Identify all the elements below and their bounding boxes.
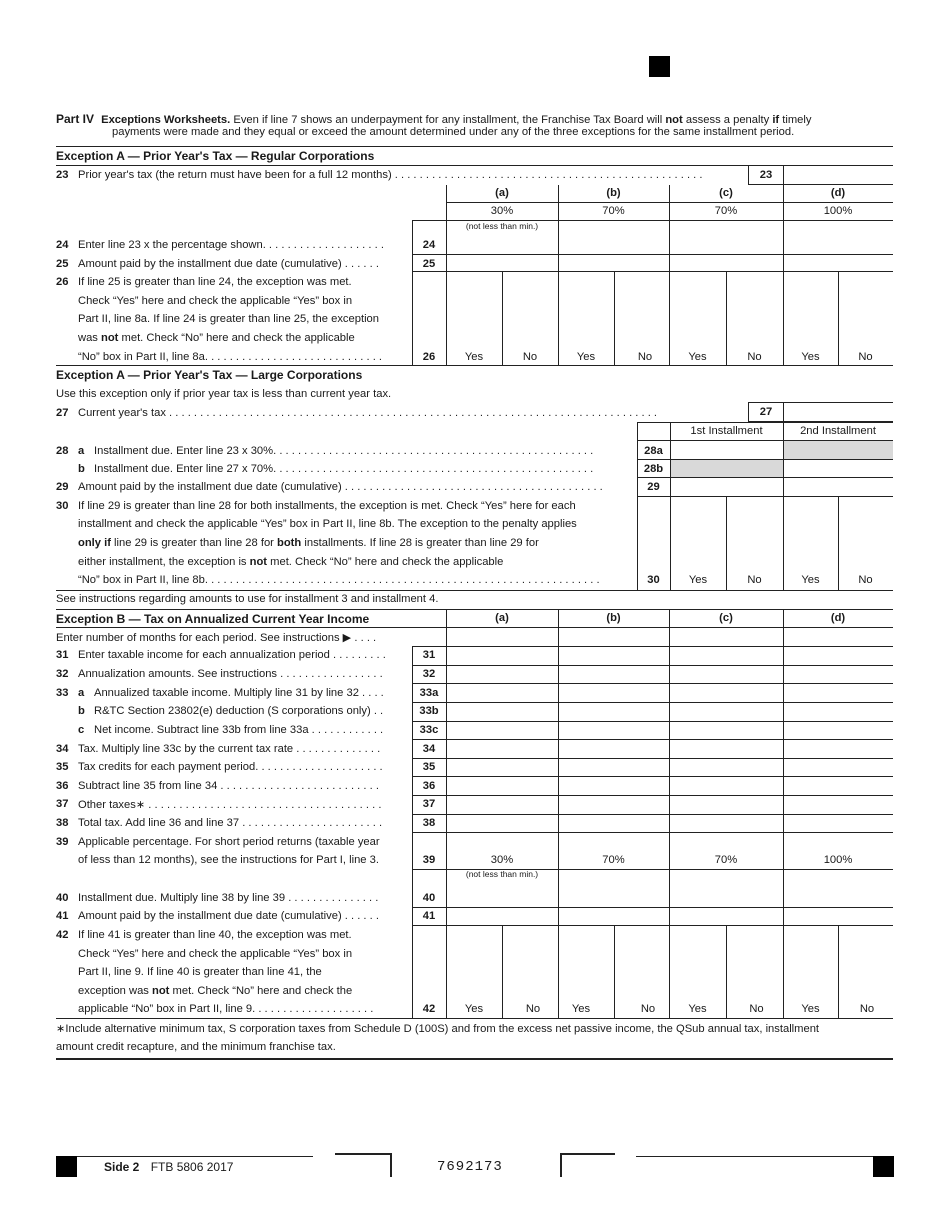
line-38-box: 38 xyxy=(422,817,436,829)
line-30-t4b: not xyxy=(249,556,268,568)
installment-3-4-note: See instructions regarding amounts to use for installment 3 and installment 4. xyxy=(56,593,439,605)
line-27-text: Current year's tax . . . . . . . . . . . . . . . . . . . . . . . . . . . . . . . . . . . . . . . . . . . . . . . . . . . . . . . . . . . . . . . . . . . . . . . . . . . . . . . xyxy=(78,407,658,419)
line-30-t3d: installments. If line 28 is greater than line 29 for xyxy=(301,537,539,549)
divider xyxy=(412,665,893,666)
corner-mark-right xyxy=(560,1153,615,1177)
line-30-t3c: both xyxy=(277,537,302,549)
line-35-number: 35 xyxy=(56,761,69,773)
divider xyxy=(558,609,559,1018)
line-28a-text: Installment due. Enter line 23 x 30%. . . . . . . . . . . . . . . . . . . . . . . . . . . . . . . . . . . . . . . . . . . . . . . . . . . . xyxy=(94,445,594,457)
line-37-box: 37 xyxy=(422,798,436,810)
line-26-b-no[interactable]: No xyxy=(637,351,653,363)
line-26-b-yes[interactable]: Yes xyxy=(576,351,596,363)
registration-mark-top xyxy=(649,56,670,77)
line-39-text-1: Applicable percentage. For short period returns (taxable year xyxy=(78,836,380,848)
line-42-text-4 xyxy=(78,985,352,997)
installment-2-head: 2nd Installment xyxy=(800,425,876,437)
line-33-number: 33 xyxy=(56,687,69,699)
shade-28a-2 xyxy=(784,441,893,459)
line-34-number: 34 xyxy=(56,743,69,755)
line-30-text-1: If line 29 is greater than line 28 for both installments, the exception is met. Check “Yes” here for each xyxy=(78,500,576,512)
line-28b-text: Installment due. Enter line 27 x 70%. . . . . . . . . . . . . . . . . . . . . . . . . . . . . . . . . . . . . . . . . . . . . . . . . . . . xyxy=(94,463,594,475)
line-30-text-4 xyxy=(78,556,503,568)
col-c-pct: 70% xyxy=(714,205,738,217)
line-25-number: 25 xyxy=(56,258,69,270)
line-41-number: 41 xyxy=(56,910,69,922)
line-34-text: Tax. Multiply line 33c by the current tax rate . . . . . . . . . . . . . . xyxy=(78,743,381,755)
divider xyxy=(412,220,893,221)
part-iv-heading xyxy=(56,112,811,126)
line-26-a-no[interactable]: No xyxy=(522,351,538,363)
line-36-text: Subtract line 35 from line 34 . . . . . . . . . . . . . . . . . . . . . . . . . . xyxy=(78,780,379,792)
divider xyxy=(412,907,893,908)
col-a-head: (a) xyxy=(495,187,509,199)
part-iv-intro-not: not xyxy=(665,114,683,126)
line-30-t3a: only if xyxy=(78,537,111,549)
registration-mark-bottom-right xyxy=(873,1156,894,1177)
line-37-text: Other taxes∗ . . . . . . . . . . . . . . . . . . . . . . . . . . . . . . . . . . . . . . xyxy=(78,799,382,811)
line-35-box: 35 xyxy=(422,761,436,773)
line-33c-box: 33c xyxy=(419,724,439,736)
line-35-text: Tax credits for each payment period. . . . . . . . . . . . . . . . . . . . . xyxy=(78,761,383,773)
line-23-text: Prior year's tax (the return must have been for a full 12 months) . . . . . . . . . . . . . . . . . . . . . . . . . . . . . . . . . . . . . . . . . . . . . . . . . . xyxy=(78,169,703,181)
line-39-box: 39 xyxy=(422,854,436,866)
line-42-text-5: applicable “No” box in Part II, line 9. . . . . . . . . . . . . . . . . . . . xyxy=(78,1003,374,1015)
line-30-number: 30 xyxy=(56,500,69,512)
b-col-c-head: (c) xyxy=(719,612,733,624)
col-a-pct: 30% xyxy=(490,205,514,217)
line-23-box: 23 xyxy=(748,165,784,185)
line-26-a-yes[interactable]: Yes xyxy=(464,351,484,363)
line-33c-sub: c xyxy=(78,724,85,736)
line-36-box: 36 xyxy=(422,780,436,792)
divider xyxy=(56,590,893,591)
line-26-t4a: was xyxy=(78,332,102,344)
line-42-b-no[interactable]: No xyxy=(640,1003,656,1015)
line-33c-text: Net income. Subtract line 33b from line 33a . . . . . . . . . . . . xyxy=(94,724,384,736)
divider xyxy=(412,683,893,684)
line-26-number: 26 xyxy=(56,276,69,288)
line-33b-box: 33b xyxy=(419,705,439,717)
line-42-c-yes[interactable]: Yes xyxy=(688,1003,707,1015)
installment-1-head: 1st Installment xyxy=(690,425,763,437)
shade-28b-1 xyxy=(670,459,783,477)
exception-a-large-title: Exception A — Prior Year's Tax — Large Corporations xyxy=(56,368,363,382)
divider xyxy=(412,776,893,777)
divider xyxy=(412,832,893,833)
divider xyxy=(558,185,559,365)
line-33a-box: 33a xyxy=(419,687,439,699)
line-42-text-1: If line 41 is greater than line 40, the exception was met. xyxy=(78,929,352,941)
line-30-t3b: line 29 is greater than line 28 for xyxy=(110,537,278,549)
line-26-c-yes[interactable]: Yes xyxy=(688,351,707,363)
line-30-2-yes[interactable]: Yes xyxy=(801,574,820,586)
b-col-a-head: (a) xyxy=(495,612,509,624)
line-42-text-3: Part II, line 9. If line 40 is greater than line 41, the xyxy=(78,966,322,978)
line-27-number: 27 xyxy=(56,407,69,419)
divider xyxy=(56,146,893,147)
line-26-text-2: Check “Yes” here and check the applicable “Yes” box in xyxy=(78,295,353,307)
divider xyxy=(412,646,893,647)
line-26-text-3: Part II, line 8a. If line 24 is greater than line 25, the exception xyxy=(78,313,380,325)
divider xyxy=(783,185,784,365)
line-38-text: Total tax. Add line 36 and line 37 . . . . . . . . . . . . . . . . . . . . . . . xyxy=(78,817,383,829)
divider xyxy=(412,271,893,272)
line-25-text: Amount paid by the installment due date (cumulative) . . . . . . xyxy=(78,258,379,270)
part-iv-intro-a: Even if line 7 shows an underpayment for any installment, the Franchise Tax Board will xyxy=(233,114,666,126)
line-39-text-2: of less than 12 months), see the instructions for Part I, line 3. xyxy=(78,854,379,866)
line-24-box: 24 xyxy=(422,239,436,251)
part-iv-label: Part IV xyxy=(56,112,95,126)
footer-form: FTB 5806 2017 xyxy=(150,1160,234,1174)
line-38-number: 38 xyxy=(56,817,69,829)
line-42-box: 42 xyxy=(422,1003,436,1015)
line-42-a-no[interactable]: No xyxy=(525,1003,541,1015)
line-42-t4c: met. Check “No” here and check the xyxy=(169,985,353,997)
line-26-t4b: not xyxy=(101,332,119,344)
col-b-head: (b) xyxy=(606,187,621,199)
line-40-number: 40 xyxy=(56,892,69,904)
line-26-text-1: If line 25 is greater than line 24, the exception was met. xyxy=(78,276,352,288)
col-d-head: (d) xyxy=(830,187,846,199)
part-iv-intro-line2: payments were made and they equal or exceed the amount determined under any of the three exceptions for the same installment period. xyxy=(112,126,795,138)
part-iv-intro-if: if xyxy=(772,114,780,126)
line-29-number: 29 xyxy=(56,481,69,493)
footer-form-id xyxy=(104,1160,233,1174)
line-42-text-2: Check “Yes” here and check the applicable “Yes” box in xyxy=(78,948,353,960)
col-d-pct: 100% xyxy=(823,205,853,217)
col-b-pct: 70% xyxy=(602,205,625,217)
col-c-head: (c) xyxy=(719,187,733,199)
divider xyxy=(412,254,893,255)
exception-a-large-note: Use this exception only if prior year tax is less than current year tax. xyxy=(56,388,392,400)
line-42-d-yes[interactable]: Yes xyxy=(801,1003,820,1015)
divider xyxy=(670,422,671,590)
col-a-min-note: (not less than min.) xyxy=(465,221,539,231)
line-42-c-no[interactable]: No xyxy=(749,1003,764,1015)
line-26-d-no[interactable]: No xyxy=(858,351,873,363)
divider xyxy=(56,609,893,610)
line-28-number: 28 xyxy=(56,445,69,457)
line-31-number: 31 xyxy=(56,649,69,661)
line-42-t4a: exception was xyxy=(78,985,153,997)
divider xyxy=(637,459,893,460)
line-37-number: 37 xyxy=(56,798,69,810)
line-23-input[interactable] xyxy=(784,165,893,185)
divider xyxy=(56,365,893,366)
divider xyxy=(446,185,447,365)
line-39-a-pct: 30% xyxy=(490,854,514,866)
divider xyxy=(77,1156,313,1157)
line-42-a-yes[interactable]: Yes xyxy=(464,1003,484,1015)
line-42-b-yes[interactable]: Yes xyxy=(571,1003,591,1015)
line-39-min-note: (not less than min.) xyxy=(465,869,539,879)
line-25-box: 25 xyxy=(422,258,436,270)
line-32-box: 32 xyxy=(422,668,436,680)
line-39-b-pct: 70% xyxy=(602,854,625,866)
divider xyxy=(56,627,446,628)
line-27-box: 27 xyxy=(748,402,784,422)
part-iv-intro-b: assess a penalty xyxy=(682,114,773,126)
line-28a-sub: a xyxy=(78,445,85,457)
divider xyxy=(412,814,893,815)
line-32-number: 32 xyxy=(56,668,69,680)
exception-a-regular-title: Exception A — Prior Year's Tax — Regular Corporations xyxy=(56,149,375,163)
line-24-text: Enter line 23 x the percentage shown. . . . . . . . . . . . . . . . . . . . xyxy=(78,239,384,251)
b-col-d-head: (d) xyxy=(830,612,846,624)
line-30-text-3 xyxy=(78,537,539,549)
line-26-text-5: “No” box in Part II, line 8a. . . . . . . . . . . . . . . . . . . . . . . . . . . . . xyxy=(78,351,383,363)
line-34-box: 34 xyxy=(422,743,436,755)
line-30-t4c: met. Check “No” here and check the applicable xyxy=(267,556,504,568)
line-29-text: Amount paid by the installment due date (cumulative) . . . . . . . . . . . . . . . . . . . . . . . . . . . . . . . . . . . . . . . . . . xyxy=(78,481,603,493)
line-33b-sub: b xyxy=(78,705,85,717)
divider xyxy=(412,925,893,926)
line-26-t4c: met. Check “No” here and check the applicable xyxy=(118,332,355,344)
line-42-d-no[interactable]: No xyxy=(859,1003,875,1015)
line-33a-text: Annualized taxable income. Multiply line 31 by line 32 . . . . xyxy=(94,687,384,699)
months-instruction: Enter number of months for each period. See instructions ▶ . . . . xyxy=(56,632,377,644)
line-28a-box: 28a xyxy=(644,445,663,457)
line-30-1-yes[interactable]: Yes xyxy=(688,574,708,586)
line-39-c-pct: 70% xyxy=(714,854,738,866)
part-iv-intro-c: timely xyxy=(779,114,812,126)
divider xyxy=(56,1058,893,1060)
divider xyxy=(412,758,893,759)
line-30-box: 30 xyxy=(647,574,660,586)
line-41-box: 41 xyxy=(422,910,436,922)
divider xyxy=(412,702,893,703)
line-42-t4b: not xyxy=(152,985,170,997)
divider xyxy=(412,721,893,722)
line-36-number: 36 xyxy=(56,780,69,792)
divider xyxy=(56,1018,893,1019)
line-26-d-yes[interactable]: Yes xyxy=(801,351,820,363)
line-40-text: Installment due. Multiply line 38 by line 39 . . . . . . . . . . . . . . . xyxy=(78,892,379,904)
line-32-text: Annualization amounts. See instructions . . . . . . . . . . . . . . . . . xyxy=(78,668,383,680)
divider xyxy=(412,739,893,740)
divider xyxy=(412,795,893,796)
divider xyxy=(637,440,893,441)
line-31-box: 31 xyxy=(422,649,436,661)
divider xyxy=(637,477,893,478)
line-42-number: 42 xyxy=(56,929,69,941)
part-iv-title: Exceptions Worksheets. xyxy=(101,114,231,126)
footnote-line-1: ∗Include alternative minimum tax, S corporation taxes from Schedule D (100S) and from the excess net passive income, the QSub annual tax, installment xyxy=(56,1023,820,1035)
line-29-box: 29 xyxy=(647,481,660,493)
line-39-d-pct: 100% xyxy=(823,854,853,866)
line-31-text: Enter taxable income for each annualization period . . . . . . . . . xyxy=(78,649,386,661)
line-30-1-no[interactable]: No xyxy=(747,574,762,586)
line-23-number: 23 xyxy=(56,169,69,181)
line-26-c-no[interactable]: No xyxy=(747,351,762,363)
exception-b-title: Exception B — Tax on Annualized Current Year Income xyxy=(56,612,370,626)
divider xyxy=(636,1156,873,1157)
line-30-text-2: installment and check the applicable “Yes” box in Part II, line 8b. The exception to the penalty applies xyxy=(78,518,577,530)
divider xyxy=(637,496,893,497)
b-col-b-head: (b) xyxy=(606,612,621,624)
line-24-number: 24 xyxy=(56,239,69,251)
line-26-text-4 xyxy=(78,332,355,344)
line-30-t4a: either installment, the exception is xyxy=(78,556,250,568)
divider xyxy=(669,185,670,365)
line-28b-box: 28b xyxy=(643,463,664,475)
line-30-2-no[interactable]: No xyxy=(858,574,873,586)
line-40-box: 40 xyxy=(422,892,436,904)
registration-mark-bottom-left xyxy=(56,1156,77,1177)
line-33a-sub: a xyxy=(78,687,85,699)
footer-side: Side 2 xyxy=(104,1160,140,1174)
line-27-input[interactable] xyxy=(784,402,893,422)
divider xyxy=(446,609,447,1018)
line-28b-sub: b xyxy=(78,463,85,475)
divider xyxy=(669,609,670,1018)
divider xyxy=(783,609,784,1018)
divider xyxy=(412,646,413,1018)
line-33b-text: R&TC Section 23802(e) deduction (S corporations only) . . xyxy=(94,705,384,717)
line-41-text: Amount paid by the installment due date (cumulative) . . . . . . xyxy=(78,910,379,922)
footer-barcode-number: 7692173 xyxy=(437,1159,503,1175)
corner-mark-left xyxy=(335,1153,392,1177)
footnote-line-2: amount credit recapture, and the minimum franchise tax. xyxy=(56,1041,336,1053)
line-30-text-5: “No” box in Part II, line 8b. . . . . . . . . . . . . . . . . . . . . . . . . . . . . . . . . . . . . . . . . . . . . . . . . . . . . . . . . . . . . . . . xyxy=(78,574,600,586)
divider xyxy=(637,422,893,423)
line-26-box: 26 xyxy=(422,351,436,363)
line-39-number: 39 xyxy=(56,836,69,848)
